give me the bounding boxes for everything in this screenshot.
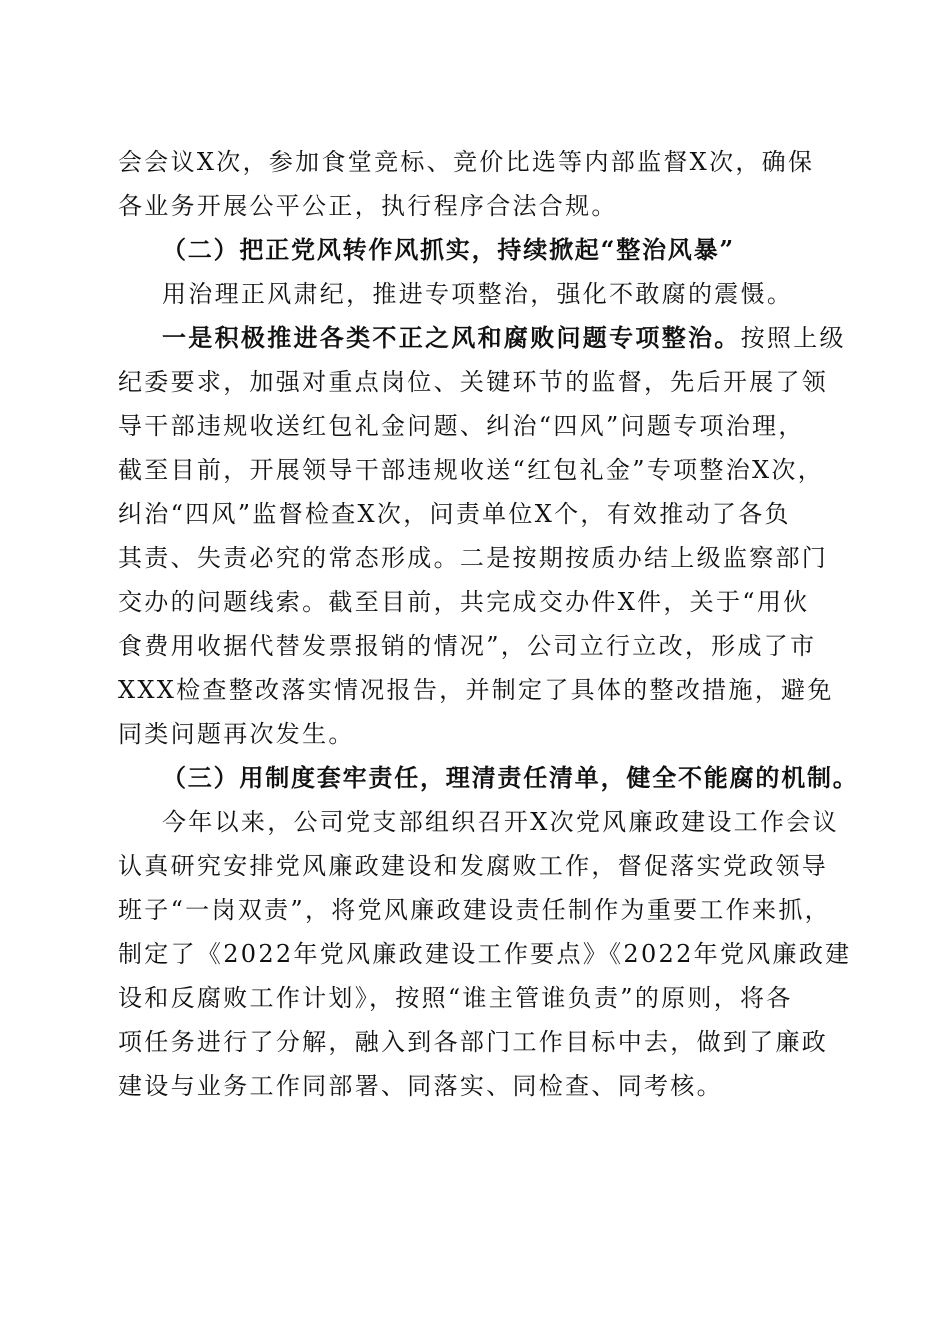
section-heading: （三）用制度套牢责任，理清责任清单，健全不能腐的机制。 bbox=[162, 763, 859, 792]
paragraph-line: 建设与业务工作同部署、同落实、同检查、同考核。 bbox=[118, 1072, 723, 1100]
paragraph-line: 班子“一岗双责”，将党风廉政建设责任制作为重要工作来抓， bbox=[118, 896, 831, 924]
paragraph-line: 今年以来，公司党支部组织召开X次党风廉政建设工作会议 bbox=[162, 808, 839, 836]
paragraph-line: 交办的问题线索。截至目前，共完成交办件X件，关于“用伙 bbox=[118, 588, 810, 616]
section-intro: 用治理正风肃纪，推进专项整治，强化不敢腐的震慑。 bbox=[162, 280, 794, 308]
paragraph-line: 纠治“四风”监督检查X次，问责单位X个，有效推动了各负 bbox=[118, 500, 791, 528]
paragraph-line: 各业务开展公平公正，执行程序合法合规。 bbox=[118, 192, 618, 220]
paragraph-line bbox=[0, 316, 950, 360]
paragraph-line: 同类问题再次发生。 bbox=[118, 720, 355, 748]
paragraph-line: 认真研究安排党风廉政建设和发腐败工作，督促落实党政领导 bbox=[118, 852, 829, 880]
paragraph-line: 设和反腐败工作计划》，按照“谁主管谁负责”的原则，将各 bbox=[118, 984, 793, 1012]
paragraph-text: 按照上级 bbox=[740, 324, 846, 352]
paragraph-line: XXX检查整改落实情况报告，并制定了具体的整改措施，避免 bbox=[118, 676, 834, 704]
paragraph-line: 纪委要求，加强对重点岗位、关键环节的监督，先后开展了领 bbox=[118, 368, 829, 396]
paragraph-line: 制定了《2022年党风廉政建设工作要点》《2022年党风廉政建 bbox=[118, 940, 852, 968]
paragraph-line: 导干部违规收送红包礼金问题、纠治“四风”问题专项治理， bbox=[118, 412, 805, 440]
paragraph-line: 食费用收据代替发票报销的情况”，公司立行立改，形成了市 bbox=[118, 632, 817, 660]
section-heading: （二）把正党风转作风抓实，持续掀起“整治风暴” bbox=[162, 235, 736, 264]
emphasis-text: 一是积极推进各类不正之风和腐败问题专项整治。 bbox=[162, 323, 741, 352]
paragraph-line: 其责、失责必究的常态形成。二是按期按质办结上级监察部门 bbox=[118, 544, 829, 572]
paragraph-line: 会会议X次，参加食堂竞标、竞价比选等内部监督X次，确保 bbox=[118, 148, 815, 176]
paragraph-line: 截至目前，开展领导干部违规收送“红包礼金”专项整治X次， bbox=[118, 456, 825, 484]
paragraph-line: 项任务进行了分解，融入到各部门工作目标中去，做到了廉政 bbox=[118, 1028, 829, 1056]
